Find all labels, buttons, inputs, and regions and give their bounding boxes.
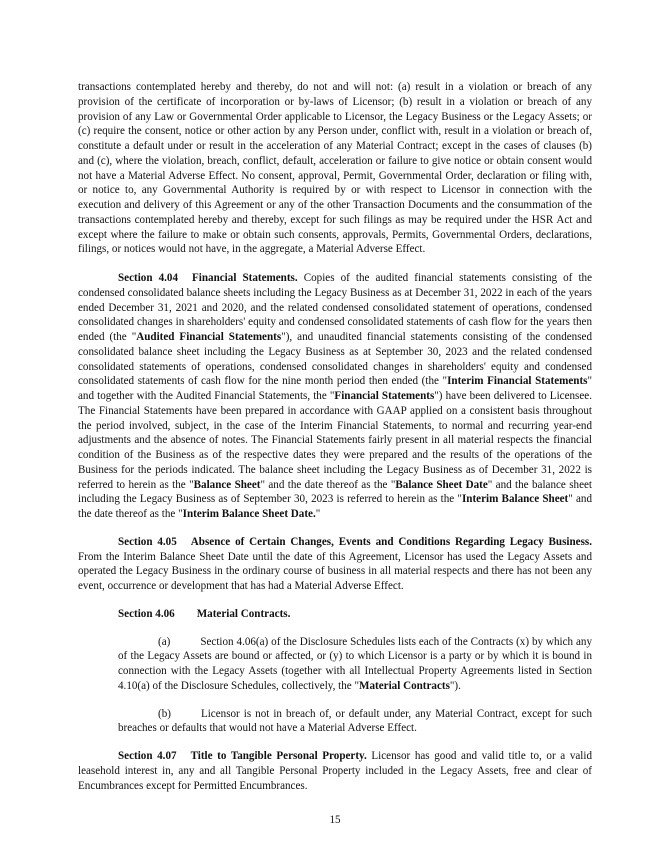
section-text: "), and unaudited financial statements consisting of the condensed consolidated balance sheet including the Legacy Business as at September 30, 2023 and the related condensed consolidated statements of operations, condensed consolidated changes in shareholders' equity and condensed consolidated statements of cash flow for the nine month period then ended (the "	[78, 331, 593, 388]
defined-term: Balance Sheet Date	[395, 478, 488, 491]
clause-text: Licensor is not in breach of, or default under, any Material Contract, except for such breaches or defaults that would not have a Material Adverse Effect.	[118, 707, 592, 735]
section-text: Licensor has good and valid title to, or a valid leasehold interest in, any and all Tangible Personal Property included in the Legacy Assets, free and clear of Encumbrances except for Permitted Encumbrances.	[78, 750, 592, 792]
section-text: " and together with the Audited Financial Statements, the "	[78, 375, 593, 402]
section-4-04	[78, 271, 592, 522]
section-text: From the Interim Balance Sheet Date until the date of this Agreement, Licensor has used the Legacy Assets and operated the Legacy Business in the ordinary course of business in all material respects and there has not been any event, occurrence or development that has had a Material Adverse Effect.	[78, 550, 592, 592]
section-title: Financial Statements.	[192, 272, 298, 284]
section-number: Section 4.06	[118, 607, 175, 620]
section-4-05	[78, 535, 592, 594]
section-text: "	[315, 508, 321, 520]
section-text: " and the date thereof as the "	[260, 478, 396, 491]
section-title: Title to Tangible Personal Property.	[190, 750, 367, 762]
section-text: ") have been delivered to Licensee. The Financial Statements have been prepared in accordance with GAAP applied on a consistent basis throughout the period involved, subject, in the case of the Interim Financial Statements, to normal and recurring year-end adjustments and the absence of notes. The Financial Statements fairly present in all material respects the financial condition of the Business as of the respective dates they were prepared and the results of the operations of the Business for the periods indicated. The balance sheet including the Legacy Business as of December 31, 2022 is referred to herein as the "	[78, 390, 592, 491]
section-number: Section 4.04	[118, 272, 179, 284]
section-title: Absence of Certain Changes, Events and Conditions Regarding Legacy Business.	[190, 535, 592, 548]
defined-term: Interim Balance Sheet Date.	[182, 508, 316, 520]
section-text: Copies of the audited financial statements consisting of the condensed consolidated balance sheets including the Legacy Business as at December 31, 2022 in each of the years ended December 31, 2021 and 2020, and the related condensed consolidated statement of operations, condensed consolidated changes in shareholders' equity and condensed consolidated statements of cash flow for the years then ended (the "	[78, 272, 592, 343]
clause-text: Section 4.06(a) of the Disclosure Schedules lists each of the Contracts (x) by which any of the Legacy Assets are bound or affected, or (y) to which Licensor is a party or by which it is bound in connection with the Legacy Assets (together with all Intellectual Property Agreements listed in Section 4.10(a) of the Disclosure Schedules, collectively, the "	[118, 635, 592, 692]
section-title: Material Contracts.	[196, 607, 291, 620]
section-4-06-a	[78, 635, 592, 694]
page-number: 15	[329, 814, 341, 826]
paragraph-continuation: transactions contemplated hereby and thereby, do not and will not: (a) result in a violation or breach of any provision of the certificate of incorporation or by-laws of Licensor; (b) result in a violation or breach of any provision of any Law or Governmental Order applicable to Licensor, the Legacy Business or the Legacy Assets; or (c) require the consent, notice or other action by any Person under, conflict with, result in a violation or breach of, constitute a default under or result in the acceleration of any Material Contract; except in the cases of clauses (b) and (c), where the violation, breach, conflict, default, acceleration or failure to give notice or obtain consent would not have a Material Adverse Effect. No consent, approval, Permit, Governmental Order, declaration or filing with, or notice to, any Governmental Authority is required by or with respect to Licensor in connection with the execution and delivery of this Agreement or any of the other Transaction Documents and the consummation of the transactions contemplated hereby and thereby, except for such filings as may be required under the HSR Act and except where the failure to make or obtain such consents, approvals, Permits, Governmental Orders, declarations, filings, or notices would not have, in the aggregate, a Material Adverse Effect.	[78, 81, 592, 256]
defined-term: Audited Financial Statements	[136, 331, 282, 343]
defined-term: Balance Sheet	[193, 478, 261, 491]
section-4-06-b	[78, 707, 592, 737]
defined-term: Financial Statements	[334, 390, 435, 402]
document-page	[78, 80, 592, 806]
section-text: " and the date thereof as the "	[78, 493, 592, 520]
section-4-07	[78, 749, 592, 793]
clause-label: (b)	[158, 707, 171, 720]
section-text: " and the balance sheet including the Legacy Business as of September 30, 2023 is referred to herein as the "	[78, 478, 593, 506]
defined-term: Material Contracts	[359, 679, 450, 692]
clause-label: (a)	[158, 635, 171, 648]
defined-term: Interim Balance Sheet	[461, 493, 569, 506]
clause-text: ").	[449, 679, 461, 692]
section-number: Section 4.07	[118, 750, 177, 762]
section-4-06	[78, 607, 592, 622]
section-number: Section 4.05	[118, 535, 177, 548]
defined-term: Interim Financial Statements	[447, 375, 588, 388]
